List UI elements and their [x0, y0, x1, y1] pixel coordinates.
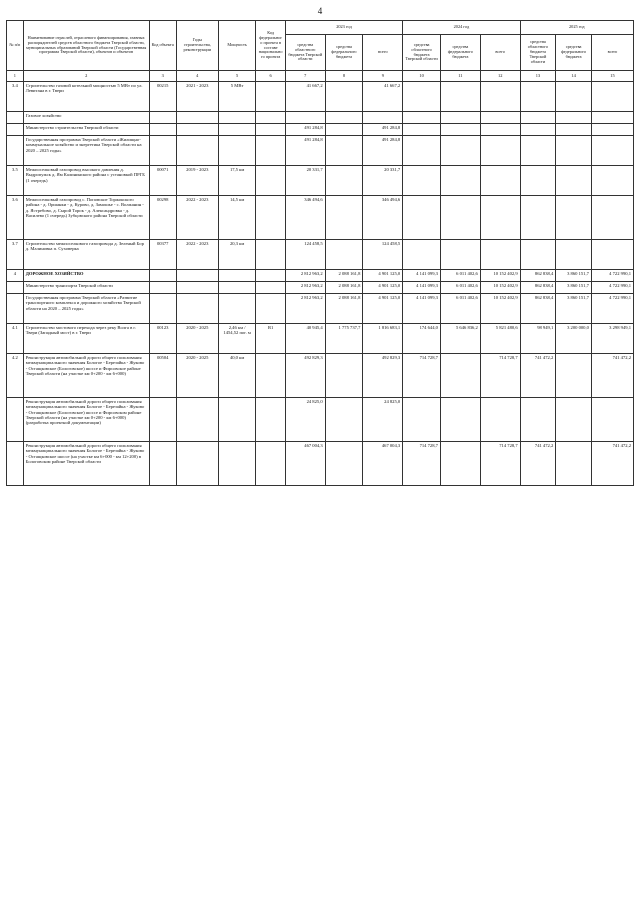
amount-2023-regional: 20 331,7: [285, 166, 325, 196]
amount-2025-regional: [520, 136, 556, 166]
object-name: Министерство транспорта Тверской области: [23, 282, 149, 294]
amount-2025-total: 4 722 990,1: [591, 282, 633, 294]
amount-2023-federal: [325, 240, 363, 270]
amount-2023-regional: 346 494,6: [285, 196, 325, 240]
amount-2024-total: [480, 112, 520, 124]
amount-2024-regional: 4 141 099,3: [403, 294, 441, 324]
table-row: [7, 398, 634, 442]
row-number: [7, 294, 24, 324]
amount-2024-total: [480, 166, 520, 196]
amount-2023-federal: [325, 112, 363, 124]
object-name: Реконструкция автомобильной дороги общего пользования межмуниципального значения Бологое - Березайка - Жуково - Остащковское (Бологовское) шоссе и Фирсовское районе Тверской области (на участке км 0+200 - км 6+000): [23, 354, 149, 398]
federal-project-code: [256, 294, 285, 324]
row-number: 3.5: [7, 166, 24, 196]
capacity: [218, 398, 256, 442]
header-2025-total: всего: [591, 35, 633, 71]
federal-project-code: [256, 354, 285, 398]
amount-2023-total: 41 667,2: [363, 82, 403, 112]
header-2023-total: всего: [363, 35, 403, 71]
amount-2023-total: [363, 112, 403, 124]
header-name: Наименование отраслей, отраслевого финансирования, главных распорядителей средств областного бюджета Тверской области, муниципальных образований Тверской области (Государственная программа Тверской области), объектов и объектов: [23, 21, 149, 71]
table-row: [7, 136, 634, 166]
amount-2023-total: 467 004,3: [363, 442, 403, 486]
amount-2024-regional: 174 644,0: [403, 324, 441, 354]
construction-years: [176, 442, 218, 486]
amount-2025-regional: [520, 112, 556, 124]
amount-2023-regional: 2 812 963,2: [285, 282, 325, 294]
amount-2024-total: 10 152 402,9: [480, 270, 520, 282]
object-code: 00377: [149, 240, 176, 270]
table-row: [7, 240, 634, 270]
construction-years: [176, 282, 218, 294]
object-code: [149, 270, 176, 282]
amount-2023-regional: 492 829,3: [285, 354, 325, 398]
amount-2023-total: 20 331,7: [363, 166, 403, 196]
amount-2023-regional: 491 284,8: [285, 136, 325, 166]
row-number: 3.4: [7, 82, 24, 112]
construction-years: 2022 - 2023: [176, 196, 218, 240]
header-2025-regional: средства областного бюджета Тверской области: [520, 35, 556, 71]
capacity: [218, 282, 256, 294]
amount-2024-federal: [440, 398, 480, 442]
amount-2025-regional: 862 838,4: [520, 270, 556, 282]
amount-2025-regional: 862 838,4: [520, 294, 556, 324]
amount-2025-federal: [556, 136, 592, 166]
capacity: [218, 270, 256, 282]
amount-2023-federal: [325, 124, 363, 136]
capacity: [218, 136, 256, 166]
amount-2025-total: [591, 196, 633, 240]
amount-2025-federal: 3 200 000,0: [556, 324, 592, 354]
investment-table: [6, 20, 634, 486]
amount-2024-regional: [403, 240, 441, 270]
table-row: [7, 124, 634, 136]
amount-2025-total: 3 298 949,1: [591, 324, 633, 354]
column-numbers-row: [7, 71, 634, 82]
amount-2023-federal: 2 088 161,8: [325, 270, 363, 282]
row-number: [7, 112, 24, 124]
construction-years: [176, 270, 218, 282]
construction-years: [176, 398, 218, 442]
column-number: 6: [256, 71, 285, 82]
header-2024-regional: средства областного бюджета Тверской области: [403, 35, 441, 71]
row-number: [7, 124, 24, 136]
column-number: 4: [176, 71, 218, 82]
row-number: 4.2: [7, 354, 24, 398]
object-code: 00298: [149, 196, 176, 240]
amount-2025-federal: 3 860 151,7: [556, 270, 592, 282]
amount-2025-regional: [520, 196, 556, 240]
table-row: [7, 442, 634, 486]
amount-2024-federal: [440, 354, 480, 398]
amount-2025-federal: [556, 112, 592, 124]
object-name: Государственная программа Тверской области «Жилищно-коммунальное хозяйство и энергетика Тверской области на 2020 – 2025 годы»: [23, 136, 149, 166]
object-code: 00504: [149, 354, 176, 398]
table-row: [7, 324, 634, 354]
table-row: [7, 270, 634, 282]
amount-2025-total: [591, 240, 633, 270]
column-number: 5: [218, 71, 256, 82]
column-number: 2: [23, 71, 149, 82]
object-name: Реконструкция автомобильной дороги общего пользования межмуниципального значения Бологое - Березайка - Жуково - Остащковское (Бологовское) шоссе и Фирсовском районе Тверской области (на участке км 0+200 - км 6+000) (разработка проектной документации): [23, 398, 149, 442]
object-name: Межпоселковый газопровод с. Поповское Торжокского района - д. Оршанки - д. Курово, д. Замошье - с. Волжанин - д. Ястребово, д. Сырой Торок - д. Александровка - д. Василево (1 очередь) Зубцовского района Тверской области: [23, 196, 149, 240]
amount-2025-regional: [520, 82, 556, 112]
federal-project-code: [256, 124, 285, 136]
amount-2023-total: 4 901 125,0: [363, 294, 403, 324]
amount-2023-regional: 467 004,3: [285, 442, 325, 486]
amount-2023-total: 4 901 125,0: [363, 270, 403, 282]
capacity: [218, 112, 256, 124]
amount-2024-total: 714 728,7: [480, 354, 520, 398]
amount-2024-federal: [440, 196, 480, 240]
federal-project-code: [256, 270, 285, 282]
amount-2024-regional: 714 728,7: [403, 442, 441, 486]
amount-2023-regional: 2 812 963,2: [285, 294, 325, 324]
amount-2024-regional: [403, 166, 441, 196]
amount-2024-federal: [440, 82, 480, 112]
column-number: 1: [7, 71, 24, 82]
amount-2024-federal: 5 646 836,2: [440, 324, 480, 354]
amount-2024-regional: [403, 196, 441, 240]
object-name: Строительство газовой котельной мощностью 5 МВт по ул. Левитана в г. Твери: [23, 82, 149, 112]
object-name: Строительство мостового перехода через реку Волга в г. Твери (Западный мост) в г. Твери: [23, 324, 149, 354]
amount-2024-federal: [440, 166, 480, 196]
amount-2023-federal: [325, 442, 363, 486]
federal-project-code: [256, 282, 285, 294]
amount-2023-total: 24 825,0: [363, 398, 403, 442]
federal-project-code: [256, 82, 285, 112]
amount-2025-regional: [520, 166, 556, 196]
federal-project-code: [256, 442, 285, 486]
amount-2025-total: 741 472,2: [591, 354, 633, 398]
column-number: 11: [440, 71, 480, 82]
object-code: [149, 442, 176, 486]
amount-2025-regional: 741 472,2: [520, 442, 556, 486]
column-number: 10: [403, 71, 441, 82]
object-code: [149, 136, 176, 166]
amount-2023-regional: 2 812 963,2: [285, 270, 325, 282]
amount-2023-federal: 1 775 737,7: [325, 324, 363, 354]
amount-2024-federal: [440, 442, 480, 486]
amount-2025-regional: [520, 124, 556, 136]
construction-years: [176, 136, 218, 166]
row-number: 4.1: [7, 324, 24, 354]
amount-2023-federal: [325, 398, 363, 442]
construction-years: 2019 - 2023: [176, 166, 218, 196]
amount-2024-regional: 4 141 099,3: [403, 282, 441, 294]
header-fed-code: Код федерального проекта в составе национального проекта: [256, 21, 285, 71]
amount-2023-total: 346 494,6: [363, 196, 403, 240]
federal-project-code: [256, 196, 285, 240]
amount-2025-federal: [556, 354, 592, 398]
capacity: [218, 124, 256, 136]
header-2025-federal: средства федерального бюджета: [556, 35, 592, 71]
capacity: [218, 442, 256, 486]
row-number: [7, 442, 24, 486]
table-row: [7, 282, 634, 294]
amount-2025-regional: [520, 240, 556, 270]
capacity: 40,0 км: [218, 354, 256, 398]
amount-2023-federal: [325, 166, 363, 196]
column-number: 9: [363, 71, 403, 82]
amount-2025-total: 4 722 990,1: [591, 294, 633, 324]
header-2024-federal: средства федерального бюджета: [440, 35, 480, 71]
capacity: 20,3 км: [218, 240, 256, 270]
amount-2025-total: [591, 398, 633, 442]
column-number: 8: [325, 71, 363, 82]
amount-2024-federal: [440, 112, 480, 124]
amount-2025-federal: 3 860 151,7: [556, 294, 592, 324]
amount-2025-federal: [556, 166, 592, 196]
header-year-2024: 2024 год: [403, 21, 520, 35]
amount-2025-federal: [556, 240, 592, 270]
investment-table-sheet: [6, 20, 634, 486]
amount-2023-total: 1 816 683,1: [363, 324, 403, 354]
amount-2024-total: 714 728,7: [480, 442, 520, 486]
amount-2023-total: 4 901 125,0: [363, 282, 403, 294]
amount-2024-federal: 6 011 402,6: [440, 270, 480, 282]
object-code: [149, 294, 176, 324]
column-number: 12: [480, 71, 520, 82]
object-code: 00123: [149, 324, 176, 354]
object-name: Строительство межпоселкового газопровода д. Зеленый Бор д. Малиновка п. Суховерка: [23, 240, 149, 270]
amount-2024-total: 10 152 402,9: [480, 294, 520, 324]
amount-2023-federal: [325, 82, 363, 112]
amount-2025-regional: 741 472,2: [520, 354, 556, 398]
amount-2025-federal: [556, 82, 592, 112]
table-row: [7, 294, 634, 324]
amount-2024-federal: [440, 124, 480, 136]
amount-2023-total: 492 829,3: [363, 354, 403, 398]
amount-2024-regional: 714 728,7: [403, 354, 441, 398]
federal-project-code: [256, 166, 285, 196]
table-row: [7, 166, 634, 196]
construction-years: [176, 112, 218, 124]
amount-2023-federal: [325, 136, 363, 166]
amount-2023-federal: [325, 196, 363, 240]
amount-2025-total: [591, 112, 633, 124]
table-row: [7, 112, 634, 124]
object-name: Реконструкция автомобильной дороги общего пользования межмуниципального значения Бологое - Березайка - Жуково - Остащковское шоссе (на участке км 6+000 - км 12+200) в Бологовском районе Тверской области: [23, 442, 149, 486]
page-number: 4: [317, 6, 323, 16]
object-code: 00071: [149, 166, 176, 196]
amount-2023-federal: 2 088 161,8: [325, 294, 363, 324]
federal-project-code: [256, 112, 285, 124]
header-year-2023: 2023 год: [285, 21, 402, 35]
amount-2024-federal: 6 011 402,6: [440, 294, 480, 324]
amount-2025-total: [591, 136, 633, 166]
header-capacity: Мощность: [218, 21, 256, 71]
amount-2024-federal: 6 011 402,6: [440, 282, 480, 294]
row-number: [7, 282, 24, 294]
amount-2025-total: [591, 166, 633, 196]
federal-project-code: [256, 240, 285, 270]
construction-years: [176, 294, 218, 324]
object-code: [149, 282, 176, 294]
row-number: [7, 398, 24, 442]
column-number: 14: [556, 71, 592, 82]
amount-2024-regional: [403, 112, 441, 124]
amount-2024-total: [480, 240, 520, 270]
column-number: 7: [285, 71, 325, 82]
amount-2024-federal: [440, 136, 480, 166]
amount-2023-total: 124 458,5: [363, 240, 403, 270]
column-number: 3: [149, 71, 176, 82]
amount-2025-federal: 3 860 151,7: [556, 282, 592, 294]
capacity: 17,5 км: [218, 166, 256, 196]
table-row: [7, 196, 634, 240]
header-years: Годы строительства, реконструкции: [176, 21, 218, 71]
header-2024-total: всего: [480, 35, 520, 71]
amount-2023-regional: 40 945,4: [285, 324, 325, 354]
amount-2025-federal: [556, 196, 592, 240]
amount-2024-regional: 4 141 099,3: [403, 270, 441, 282]
capacity: [218, 294, 256, 324]
amount-2024-total: [480, 124, 520, 136]
amount-2024-regional: [403, 136, 441, 166]
amount-2025-federal: [556, 442, 592, 486]
capacity: 5 МВт: [218, 82, 256, 112]
object-code: [149, 112, 176, 124]
row-number: 4: [7, 270, 24, 282]
object-name: Государственная программа Тверской области «Развитие транспортного комплекса и дорожного хозяйства Тверской области на 2020 – 2025 годы»: [23, 294, 149, 324]
construction-years: 2021 - 2023: [176, 82, 218, 112]
header-2023-regional: средства областного бюджета Тверской области: [285, 35, 325, 71]
amount-2025-federal: [556, 398, 592, 442]
amount-2024-total: [480, 136, 520, 166]
header-2023-federal: средства федерального бюджета: [325, 35, 363, 71]
amount-2023-total: 491 284,8: [363, 124, 403, 136]
amount-2025-regional: 862 838,4: [520, 282, 556, 294]
row-number: 3.7: [7, 240, 24, 270]
column-number: 15: [591, 71, 633, 82]
row-number: [7, 136, 24, 166]
amount-2023-regional: 41 667,2: [285, 82, 325, 112]
amount-2023-regional: 124 458,5: [285, 240, 325, 270]
object-code: 00215: [149, 82, 176, 112]
amount-2023-federal: [325, 354, 363, 398]
construction-years: 2020 - 2025: [176, 324, 218, 354]
construction-years: 2020 - 2025: [176, 354, 218, 398]
federal-project-code: [256, 136, 285, 166]
header-year-2025: 2025 год: [520, 21, 633, 35]
table-row: [7, 354, 634, 398]
object-code: [149, 124, 176, 136]
federal-project-code: R1: [256, 324, 285, 354]
amount-2025-regional: [520, 398, 556, 442]
amount-2024-federal: [440, 240, 480, 270]
amount-2025-total: [591, 124, 633, 136]
header-num: № п/п: [7, 21, 24, 71]
amount-2023-regional: 24 825,0: [285, 398, 325, 442]
amount-2023-total: 491 284,8: [363, 136, 403, 166]
amount-2024-regional: [403, 124, 441, 136]
object-code: [149, 398, 176, 442]
object-name: ДОРОЖНОЕ ХОЗЯЙСТВО: [23, 270, 149, 282]
row-number: 3.6: [7, 196, 24, 240]
amount-2025-total: 741 472,2: [591, 442, 633, 486]
capacity: 2,46 км / 1454,52 пог. м: [218, 324, 256, 354]
object-name: Министерство строительства Тверской области: [23, 124, 149, 136]
header-code: Код объекта: [149, 21, 176, 71]
amount-2024-total: 5 821 480,6: [480, 324, 520, 354]
amount-2025-total: 4 722 990,1: [591, 270, 633, 282]
column-number: 13: [520, 71, 556, 82]
amount-2023-federal: 2 088 161,8: [325, 282, 363, 294]
construction-years: 2022 - 2023: [176, 240, 218, 270]
amount-2024-total: [480, 82, 520, 112]
amount-2024-regional: [403, 398, 441, 442]
amount-2023-regional: 491 284,8: [285, 124, 325, 136]
amount-2024-total: [480, 196, 520, 240]
capacity: 14,5 км: [218, 196, 256, 240]
object-name: Газовое хозяйство: [23, 112, 149, 124]
amount-2025-total: [591, 82, 633, 112]
table-row: [7, 82, 634, 112]
construction-years: [176, 124, 218, 136]
amount-2023-regional: [285, 112, 325, 124]
object-name: Межпоселковый газопровод высокого давления д. Выдропужск д. Ям Калининского района с установкой ПРГБ (1 очередь): [23, 166, 149, 196]
amount-2024-regional: [403, 82, 441, 112]
amount-2025-federal: [556, 124, 592, 136]
federal-project-code: [256, 398, 285, 442]
amount-2025-regional: 98 949,1: [520, 324, 556, 354]
amount-2024-total: [480, 398, 520, 442]
amount-2024-total: 10 152 402,9: [480, 282, 520, 294]
